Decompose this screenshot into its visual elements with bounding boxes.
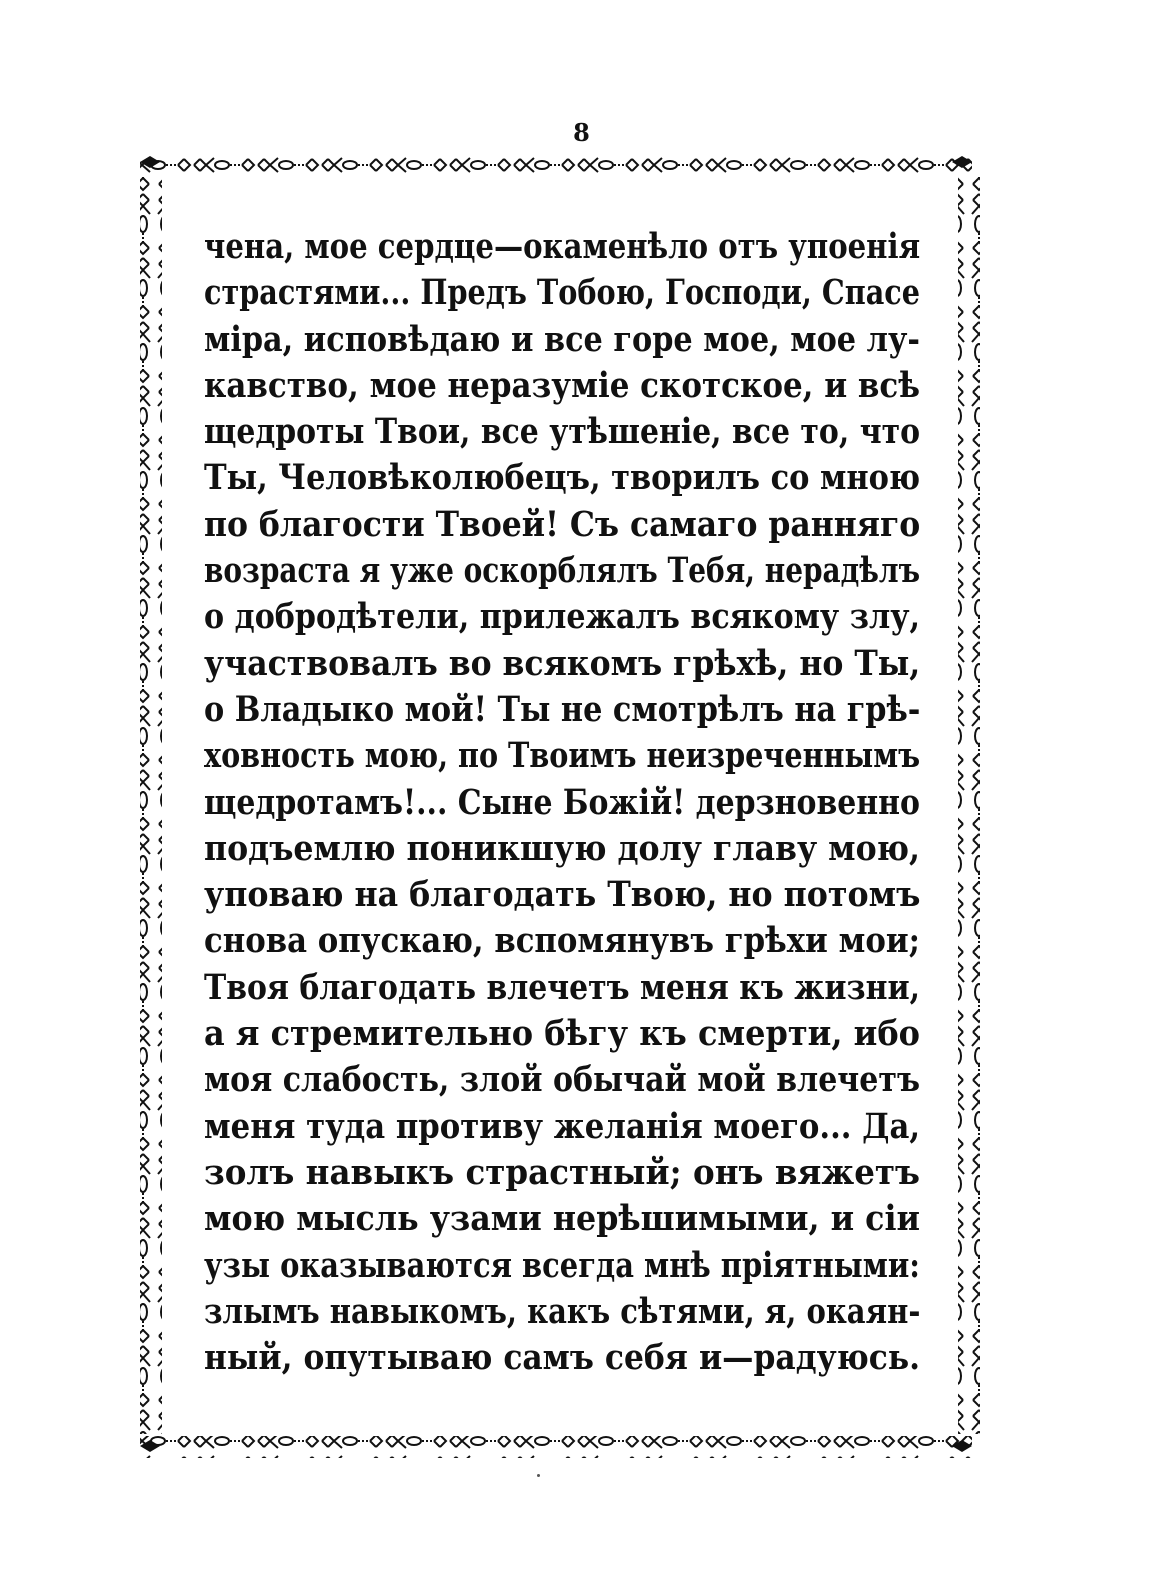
page-number: 8	[573, 118, 590, 147]
text-line: меня туда противу желанія моего... Да,	[204, 1105, 920, 1147]
text-line: о добродѣтели, прилежалъ всякому злу,	[204, 596, 920, 638]
text-line: по благости Твоей! Съ самаго ранняго	[204, 503, 920, 545]
text-line: узы оказываются всегда мнѣ пріятными:	[204, 1244, 920, 1286]
border-top	[140, 152, 972, 174]
border-left	[140, 176, 162, 1434]
text-line: кавство, мое неразуміе скотское, и всѣ	[204, 364, 920, 406]
border-bottom	[140, 1436, 972, 1458]
text-line: щедроты Твои, все утѣшеніе, все то, что	[204, 411, 920, 453]
text-line: злымъ навыкомъ, какъ сѣтями, я, окаян-	[204, 1290, 920, 1332]
text-line: золъ навыкъ страстный; онъ вяжетъ	[204, 1151, 920, 1193]
print-speck	[537, 1474, 540, 1477]
text-line: чена, мое сердце—окаменѣло отъ упоенія	[204, 226, 920, 267]
text-line: ный, опутываю самъ себя и—радуюсь.	[204, 1337, 920, 1379]
text-line: моя слабость, злой обычай мой влечетъ	[204, 1059, 920, 1101]
text-line: снова опускаю, вспомянувъ грѣхи мои;	[204, 920, 920, 962]
text-line: участвовалъ во всякомъ грѣхѣ, но Ты,	[204, 642, 920, 684]
text-line: щедротамъ!... Сыне Божій! дерзновенно	[204, 781, 920, 823]
border-right	[958, 176, 980, 1434]
text-line: уповаю на благодать Твою, но потомъ	[204, 874, 920, 916]
text-line: возраста я уже оскорблялъ Тебя, нерадѣлъ	[204, 550, 920, 592]
text-line: мою мысль узами нерѣшимыми, и сіи	[204, 1198, 920, 1240]
text-line: міра, исповѣдаю и все горе мое, мое лу-	[204, 318, 920, 360]
text-line: ховность мою, по Твоимъ неизреченнымъ	[204, 735, 920, 777]
text-line: а я стремительно бѣгу къ смерти, ибо	[204, 1013, 920, 1055]
text-line: страстями... Предъ Тобою, Господи, Спасе	[204, 272, 920, 314]
text-line: подъемлю поникшую долу главу мою,	[204, 827, 920, 869]
text-line: о Владыко мой! Ты не смотрѣлъ на грѣ-	[204, 688, 920, 730]
text-line: Ты, Человѣколюбецъ, творилъ со мною	[204, 457, 920, 499]
body-text	[204, 224, 920, 1404]
text-line: Твоя благодать влечетъ меня къ жизни,	[204, 966, 920, 1008]
